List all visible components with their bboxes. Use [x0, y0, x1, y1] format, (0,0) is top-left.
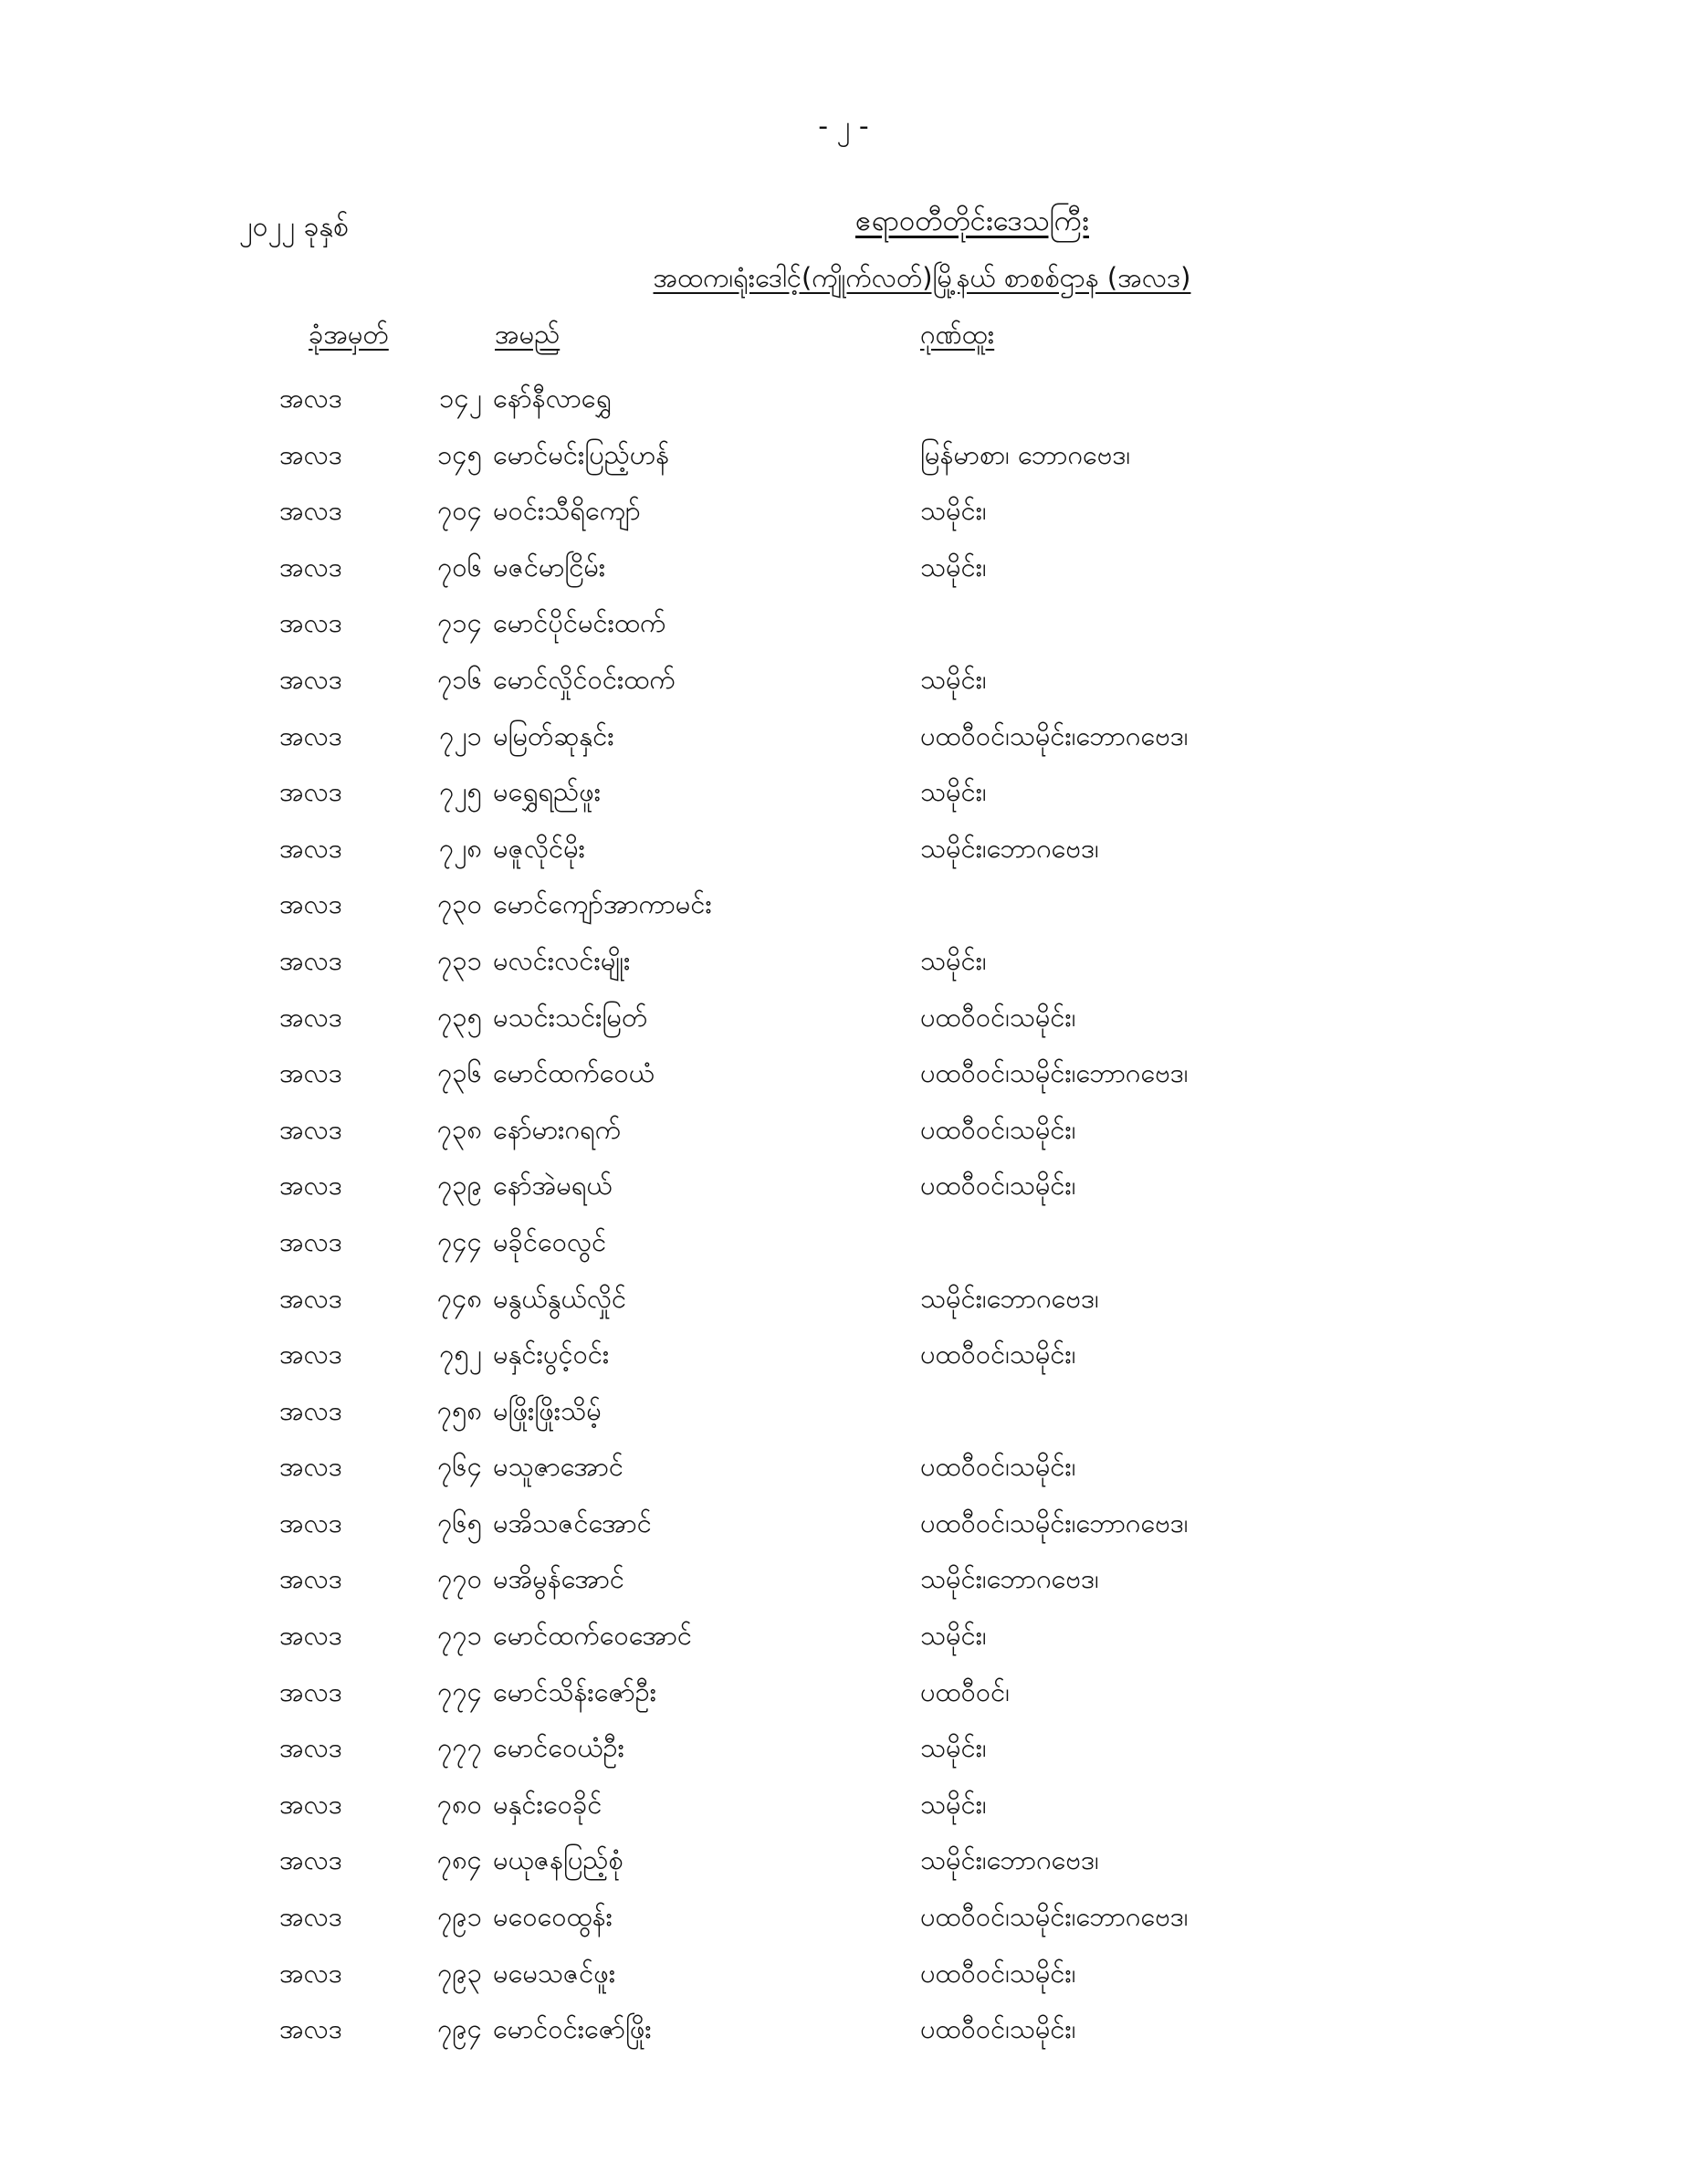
roll-prefix: အလဒ [279, 888, 342, 920]
roll-number: ၇၂၈ [438, 832, 482, 864]
roll-number: ၇၂၅ [439, 776, 482, 808]
roll-number: ၇၃၁ [437, 944, 482, 976]
roll-number: ၇၁၄ [437, 607, 482, 639]
roll-number-header: ခုံအမှတ် [309, 319, 389, 350]
list-item [0, 541, 1687, 598]
student-name: မယုဇနပြည့်စုံ [493, 1844, 623, 1876]
roll-number: ၇၅၈ [436, 1394, 482, 1426]
roll-number: ၇၇၄ [437, 1675, 482, 1707]
student-name: မောင်ထက်ဝေယံ [493, 1057, 655, 1089]
roll-number: ၇၁၆ [437, 663, 482, 695]
list-item [0, 710, 1687, 767]
distinction-subjects: သမိုင်း၊ [920, 944, 987, 976]
roll-prefix: အလဒ [279, 438, 342, 470]
student-name: မမေသဇင်ဖူး [493, 1957, 616, 1989]
roll-number: ၇၄၈ [436, 1282, 482, 1314]
roll-number: ၇၉၄ [437, 2013, 482, 2045]
student-name: မောင်သိန်းဇော်ဦး [493, 1675, 657, 1707]
roll-prefix: အလဒ [279, 495, 342, 527]
student-name: မောင်မင်းပြည့်ဟန် [493, 438, 670, 470]
student-name: မောင်ဝေယံဦး [493, 1732, 624, 1764]
list-item [0, 1273, 1687, 1329]
distinction-subjects: သမိုင်း၊ဘောဂဗေဒ၊ [920, 1282, 1099, 1314]
student-name: မမြတ်ဆုနှင်း [493, 719, 614, 751]
student-name: နော်အဲမရယ် [493, 1170, 613, 1202]
student-name: မဇင်မာငြိမ်း [493, 551, 606, 583]
roll-prefix: အလဒ [279, 776, 342, 808]
roll-number: ၇၀၄ [437, 495, 482, 527]
distinction-subjects: ပထဝီဝင်၊သမိုင်း၊ [920, 1170, 1076, 1202]
roll-prefix: အလဒ [279, 1788, 342, 1820]
list-item [0, 1553, 1687, 1610]
distinction-subjects: ပထဝီဝင်၊သမိုင်း၊ [920, 1001, 1076, 1033]
roll-prefix: အလဒ [279, 1225, 342, 1257]
list-item [0, 1216, 1687, 1273]
distinction-subjects: ပထဝီဝင်၊သမိုင်း၊ [920, 1451, 1076, 1483]
list-item [0, 1441, 1687, 1497]
distinction-subjects: ပထဝီဝင်၊သမိုင်း၊ [920, 1339, 1076, 1370]
student-name: မဝေဝေထွန်း [493, 1901, 613, 1933]
student-name: မနှင်းဝေခိုင် [493, 1788, 602, 1820]
list-item [0, 1610, 1687, 1666]
list-item [0, 2003, 1687, 2060]
roll-prefix: အလဒ [279, 1507, 342, 1538]
roll-prefix: အလဒ [279, 1451, 342, 1483]
roll-prefix: အလဒ [279, 1844, 342, 1876]
list-item [0, 1047, 1687, 1104]
roll-prefix: အလဒ [279, 663, 342, 695]
list-item [0, 1104, 1687, 1160]
roll-number: ၇၈၄ [436, 1844, 482, 1876]
student-name: နော်နီလာရွှေ [493, 383, 612, 414]
student-name: မဖြိုးဖြိုးသိမ့် [493, 1394, 602, 1426]
list-item [0, 1948, 1687, 2004]
roll-number: ၇၂၁ [439, 719, 482, 751]
list-item [0, 654, 1687, 710]
student-name: မောင်ထက်ဝေအောင် [493, 1620, 693, 1652]
distinction-subjects: သမိုင်း၊ [920, 1620, 987, 1652]
distinction-subjects: ပထဝီဝင်၊သမိုင်း၊ဘောဂဗေဒ၊ [920, 1901, 1189, 1933]
student-name: မသူဇာအောင် [493, 1451, 624, 1483]
roll-number: ၇၄၄ [437, 1225, 482, 1257]
roll-prefix: အလဒ [279, 1339, 342, 1370]
roll-prefix: အလဒ [279, 1957, 342, 1989]
student-name: မောင်လှိုင်ဝင်းထက် [493, 663, 676, 695]
list-item [0, 878, 1687, 935]
roll-prefix: အလဒ [279, 607, 342, 639]
roll-number: ၇၃၈ [436, 1113, 482, 1145]
roll-number: ၇၈၀ [436, 1788, 482, 1820]
student-name: မနှင်းပွင့်ဝင်း [493, 1339, 610, 1370]
roll-prefix: အလဒ [279, 719, 342, 751]
roll-number: ၇၃၆ [437, 1057, 482, 1089]
list-item [0, 1328, 1687, 1385]
roll-prefix: အလဒ [279, 1901, 342, 1933]
distinction-subjects: သမိုင်း၊ [920, 1788, 987, 1820]
list-item [0, 1834, 1687, 1891]
distinction-subjects: ပထဝီဝင်၊ [920, 1675, 1010, 1707]
roll-prefix: အလဒ [279, 1170, 342, 1202]
list-item [0, 429, 1687, 486]
list-item [0, 597, 1687, 654]
roll-number: ၇၆၄ [437, 1451, 482, 1483]
distinction-subjects: သမိုင်း၊ [920, 495, 987, 527]
list-item [0, 1385, 1687, 1442]
roll-prefix: အလဒ [279, 1675, 342, 1707]
list-item [0, 766, 1687, 823]
exam-year: ၂၀၂၂ ခုနှစ် [239, 211, 349, 243]
roll-prefix: အလဒ [279, 832, 342, 864]
roll-prefix: အလဒ [279, 1282, 342, 1314]
distinction-subjects: ပထဝီဝင်၊သမိုင်း၊ဘောဂဗေဒ၊ [920, 1057, 1189, 1089]
list-item [0, 485, 1687, 541]
list-item [0, 992, 1687, 1048]
roll-prefix: အလဒ [279, 2013, 342, 2045]
roll-number: ၁၄၅ [437, 438, 482, 470]
roll-number: ၇၀၆ [437, 551, 482, 583]
student-name: နော်မားဂရက် [493, 1113, 622, 1145]
list-item [0, 1722, 1687, 1779]
student-name: မဇူလိုင်မိုး [493, 832, 586, 864]
distinction-subjects: ပထဝီဝင်၊သမိုင်း၊ [920, 2013, 1076, 2045]
roll-number: ၇၃၅ [437, 1001, 482, 1033]
page-number: - ၂ - [818, 110, 869, 142]
roll-prefix: အလဒ [279, 551, 342, 583]
roll-number: ၇၃၀ [437, 888, 482, 920]
student-name: မဝင်းသီရိကျော် [493, 495, 641, 527]
roll-prefix: အလဒ [279, 1001, 342, 1033]
roll-number: ၇၇၀ [437, 1563, 482, 1595]
roll-number: ၇၅၂ [439, 1339, 482, 1370]
region-title: ဧရာဝတီတိုင်းဒေသကြီး [855, 205, 1089, 237]
roll-number: ၇၉၁ [437, 1901, 482, 1933]
distinction-header: ဂုဏ်ထူး [920, 319, 995, 350]
results-list [0, 373, 1687, 2060]
distinction-subjects: ပထဝီဝင်၊သမိုင်း၊ [920, 1957, 1076, 1989]
roll-prefix: အလဒ [279, 1113, 342, 1145]
roll-number: ၇၉၃ [437, 1957, 482, 1989]
student-name: မခိုင်ဝေလွင် [493, 1225, 607, 1257]
exam-center-subtitle: အထက၊ရုံးဒေါင့်(ကျိုက်လတ်)မြို့နယ် စာစစ်ဌာန (အလဒ) [653, 262, 1191, 293]
distinction-subjects: ပထဝီဝင်၊သမိုင်း၊ဘောဂဗေဒ၊ [920, 1507, 1189, 1538]
distinction-subjects: သမိုင်း၊ဘောဂဗေဒ၊ [920, 832, 1099, 864]
distinction-subjects: သမိုင်း၊ [920, 551, 987, 583]
distinction-subjects: သမိုင်း၊ [920, 776, 987, 808]
roll-number: ၇၇၇ [437, 1732, 482, 1764]
roll-number: ၇၇၁ [437, 1620, 482, 1652]
roll-number: ၇၃၉ [437, 1170, 482, 1202]
distinction-subjects: သမိုင်း၊ [920, 663, 987, 695]
list-item [0, 1779, 1687, 1835]
distinction-subjects: သမိုင်း၊ [920, 1732, 987, 1764]
student-name: မောင်ဝင်းဇော်ဖြိုး [493, 2013, 652, 2045]
roll-prefix: အလဒ [279, 1394, 342, 1426]
roll-prefix: အလဒ [279, 1563, 342, 1595]
list-item [0, 1160, 1687, 1216]
student-name: မလင်းလင်းမျိုး [493, 944, 631, 976]
name-header: အမည် [495, 319, 561, 350]
student-name: မနွယ်နွယ်လှိုင် [493, 1282, 627, 1314]
list-item [0, 1497, 1687, 1554]
distinction-subjects: ပထဝီဝင်၊သမိုင်း၊ [920, 1113, 1076, 1145]
roll-prefix: အလဒ [279, 944, 342, 976]
roll-prefix: အလဒ [279, 383, 342, 414]
roll-prefix: အလဒ [279, 1620, 342, 1652]
student-name: မရွှေရည်ဖူး [493, 776, 602, 808]
roll-number: ၇၆၅ [437, 1507, 482, 1538]
student-name: မအိမွန်အောင် [493, 1563, 625, 1595]
list-item [0, 1891, 1687, 1948]
roll-prefix: အလဒ [279, 1732, 342, 1764]
roll-prefix: အလဒ [279, 1057, 342, 1089]
student-name: မောင်ပိုင်မင်းထက် [493, 607, 666, 639]
list-item [0, 1666, 1687, 1723]
list-item [0, 823, 1687, 879]
distinction-subjects: ပထဝီဝင်၊သမိုင်း၊ဘောဂဗေဒ၊ [920, 719, 1189, 751]
student-name: မအိသဇင်အောင် [493, 1507, 652, 1538]
list-item [0, 935, 1687, 992]
list-item [0, 373, 1687, 429]
distinction-subjects: သမိုင်း၊ဘောဂဗေဒ၊ [920, 1563, 1099, 1595]
roll-number: ၁၄၂ [439, 383, 482, 414]
distinction-subjects: သမိုင်း၊ဘောဂဗေဒ၊ [920, 1844, 1099, 1876]
distinction-subjects: မြန်မာစာ၊ ဘောဂဗေဒ၊ [920, 438, 1131, 470]
student-name: မောင်ကျော်အာကာမင်း [493, 888, 712, 920]
student-name: မသင်းသင်းမြတ် [493, 1001, 648, 1033]
